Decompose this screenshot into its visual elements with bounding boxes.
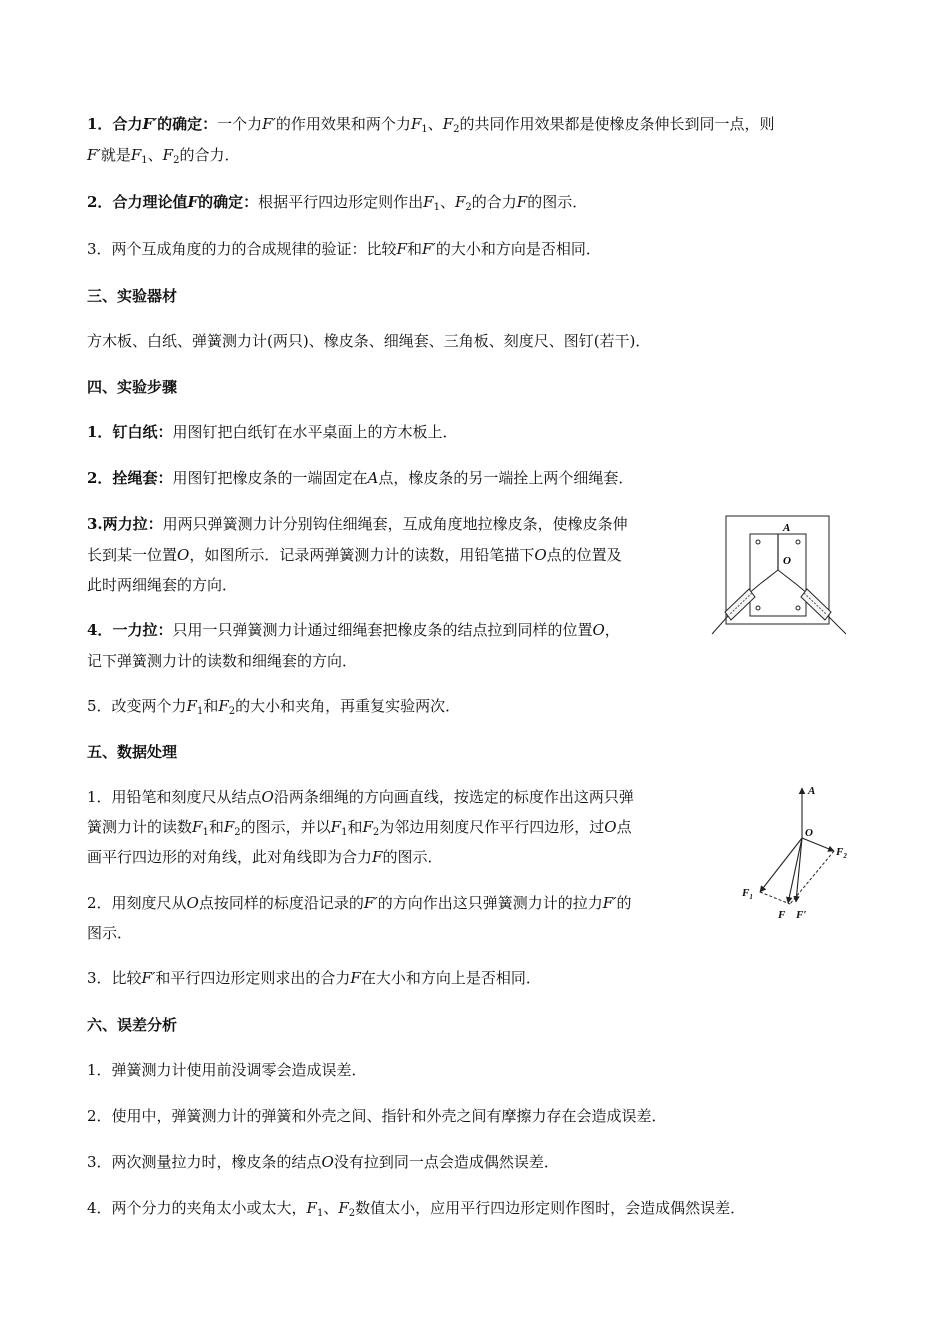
subscript: 1 — [316, 1208, 324, 1219]
parallelogram-side — [760, 892, 790, 904]
var: F — [442, 115, 454, 133]
data-step-2-line-2: 图示． — [87, 924, 133, 942]
item-number: 2． — [87, 469, 113, 487]
step-4-line-1 — [87, 620, 620, 640]
text: 的大小和方向是否相同． — [435, 240, 601, 258]
item-number: 1． — [87, 115, 113, 133]
label-f-prime: F′ — [796, 909, 807, 921]
var: F — [162, 146, 174, 164]
text: 2．用刻度尺从 — [87, 894, 187, 912]
var: F — [423, 193, 434, 211]
subscript: 2 — [465, 202, 472, 213]
text: 、 — [427, 115, 443, 133]
text: 沿两条细绳的方向画直线，按选定的标度作出这两只弹 — [273, 788, 634, 806]
text: 的共同作用效果都是使橡皮条伸长到同一点，则 — [459, 115, 775, 133]
step-3-line-2 — [87, 545, 622, 565]
var: F — [396, 240, 407, 258]
var: F — [218, 697, 229, 715]
data-step-1-line-1 — [87, 787, 634, 807]
text: 长到某一位置 — [87, 546, 178, 564]
item-title: 一力拉： — [112, 621, 173, 639]
text: 3．比较 — [87, 969, 142, 987]
step-1 — [87, 422, 457, 442]
error-3 — [87, 1152, 559, 1172]
heading-error-analysis: 六、误差分析 — [87, 1016, 178, 1034]
var: F′ — [262, 115, 276, 133]
text: 和 — [406, 240, 422, 258]
text: 一个力 — [217, 115, 263, 133]
label-o: O — [783, 555, 791, 567]
data-step-3 — [87, 968, 541, 988]
label-f: F — [778, 909, 786, 921]
step-3-line-1 — [87, 514, 628, 534]
text: 点，橡皮条的另一端拴上两个细绳套． — [378, 469, 634, 487]
text: 用两只弹簧测力计分别钩住细绳套，互成角度地拉橡皮条，使橡皮条伸 — [162, 515, 628, 533]
item-title: 合力 — [112, 115, 143, 133]
text: 1．用铅笔和刻度尺从结点 — [87, 788, 262, 806]
var: O — [261, 788, 274, 806]
text: 、 — [147, 146, 163, 164]
item-number: 4． — [87, 621, 113, 639]
text: 的图示． — [382, 848, 443, 866]
text: 的图示，并以 — [240, 818, 331, 836]
item-title: 拴绳套： — [112, 469, 173, 487]
spring-scale-left — [712, 584, 760, 634]
string-loop-left — [760, 570, 778, 584]
subscript: 1 — [341, 827, 348, 838]
item-title: 的确定： — [157, 115, 218, 133]
text: 的大小和夹角，再重复实验两次． — [235, 697, 461, 715]
error-2: 2．使用中，弹簧测力计的弹簧和外壳之间、指针和外壳之间有摩擦力存在会造成误差． — [87, 1107, 667, 1125]
step-4-line-2: 记下弹簧测力计的读数和细绳套的方向． — [87, 652, 358, 670]
text: ， — [604, 621, 620, 639]
var: F — [362, 818, 373, 836]
var: F — [338, 1199, 349, 1217]
subscript: 1 — [196, 706, 204, 717]
subscript: 1 — [141, 155, 148, 166]
data-step-1-line-2 — [87, 817, 632, 837]
item-title: 钉白纸： — [112, 423, 173, 441]
text: 点的位置及 — [546, 546, 622, 564]
text: 和 — [203, 697, 219, 715]
step-5 — [87, 696, 460, 716]
text: 3．两个互成角度的力的合成规律的验证：比较 — [87, 240, 397, 258]
text: 画平行四边形的对角线，此对角线即为合力 — [87, 848, 373, 866]
item-title: 3.两力拉： — [87, 515, 163, 533]
subscript: 2 — [173, 155, 180, 166]
heading-equipment: 三、实验器材 — [87, 287, 178, 305]
var: O — [186, 894, 199, 912]
var: F — [130, 146, 142, 164]
label-f2: $F_2$ — [836, 846, 847, 860]
var: F — [223, 818, 235, 836]
var: F′ — [142, 115, 158, 133]
data-step-1-line-3 — [87, 847, 442, 867]
text: 的作用效果和两个力 — [275, 115, 411, 133]
text: ，如图所示．记录两弹簧测力计的读数，用铅笔描下 — [189, 546, 535, 564]
text: 用图钉把白纸钉在水平桌面上的方木板上． — [172, 423, 458, 441]
resultant-definition-line-2 — [87, 145, 239, 165]
text: 用图钉把橡皮条的一端固定在 — [172, 469, 368, 487]
var: O — [592, 621, 605, 639]
pushpin-icon — [796, 540, 800, 544]
step-2 — [87, 468, 633, 488]
var: F — [454, 193, 466, 211]
label-a: A — [783, 522, 791, 534]
var: F — [372, 848, 383, 866]
text: 、 — [439, 193, 455, 211]
equipment-list: 方木板、白纸、弹簧测力计(两只)、橡皮条、细绳套、三角板、刻度尺、图钉(若干)． — [87, 332, 651, 350]
var: F′ — [363, 894, 378, 912]
subscript: 2 — [234, 827, 241, 838]
text: 4．两个分力的夹角太小或太大， — [87, 1199, 307, 1217]
force-parallelogram-figure — [738, 780, 858, 925]
pushpin-icon — [756, 540, 760, 544]
var: F′ — [421, 240, 436, 258]
error-1: 1．弹簧测力计使用前没调零会造成误差． — [87, 1061, 367, 1079]
text: 和 — [208, 818, 224, 836]
var: F — [187, 193, 199, 211]
spring-scale-right — [796, 584, 846, 634]
step-3-line-3: 此时两细绳套的方向． — [87, 576, 238, 594]
text: 的 — [616, 894, 632, 912]
string-loop-right — [778, 570, 796, 584]
text: 点 — [616, 818, 632, 836]
text: 就是 — [100, 146, 131, 164]
var: F′ — [87, 146, 101, 164]
data-step-2-line-1 — [87, 893, 632, 913]
var: F — [306, 1199, 317, 1217]
text: 根据平行四边形定则作出 — [258, 193, 424, 211]
error-4 — [87, 1198, 745, 1218]
var: F — [192, 818, 203, 836]
var: O — [604, 818, 617, 836]
resultant-definition-line-1 — [87, 114, 775, 134]
subscript: 2 — [372, 827, 380, 838]
var: F′ — [602, 894, 617, 912]
apparatus-figure — [708, 512, 854, 638]
var: F — [350, 969, 361, 987]
subscript: 2 — [348, 1208, 356, 1219]
var: F — [186, 697, 197, 715]
text: 的方向作出这只弹簧测力计的拉力 — [377, 894, 603, 912]
text: 5．改变两个力 — [87, 697, 187, 715]
subscript: 1 — [202, 827, 209, 838]
var: F — [330, 818, 342, 836]
text: 在大小和方向上是否相同． — [360, 969, 541, 987]
label-f1: $F_1$ — [742, 887, 753, 901]
label-a: A — [808, 785, 816, 797]
text: 的图示． — [527, 193, 588, 211]
subscript: 1 — [421, 124, 428, 135]
var: O — [321, 1153, 334, 1171]
var: O — [534, 546, 547, 564]
text: 3．两次测量拉力时，橡皮条的结点 — [87, 1153, 322, 1171]
var: F — [410, 115, 422, 133]
text: 和平行四边形定则求出的合力 — [155, 969, 351, 987]
label-o: O — [805, 827, 813, 839]
var: O — [177, 546, 190, 564]
text: 和 — [347, 818, 363, 836]
text: 、 — [323, 1199, 339, 1217]
text: 的合力 — [471, 193, 517, 211]
item-number: 1． — [87, 423, 113, 441]
text: 没有拉到同一点会造成偶然误差． — [333, 1153, 559, 1171]
var: A — [367, 469, 379, 487]
subscript: 1 — [433, 202, 440, 213]
vector-f-prime — [796, 838, 802, 902]
verification-line — [87, 239, 601, 259]
text: 为邻边用刻度尺作平行四边形，过 — [379, 818, 605, 836]
text: 只用一只弹簧测力计通过细绳套把橡皮条的结点拉到同样的位置 — [172, 621, 593, 639]
pushpin-icon — [756, 606, 760, 610]
heading-data-processing: 五、数据处理 — [87, 743, 178, 761]
subscript: 2 — [453, 124, 460, 135]
item-title: 合力理论值 — [112, 193, 188, 211]
item-number: 2． — [87, 193, 113, 211]
text: 点按同样的标度沿记录的 — [198, 894, 364, 912]
item-title: 的确定： — [198, 193, 259, 211]
subscript: 2 — [228, 706, 236, 717]
heading-procedure: 四、实验步骤 — [87, 378, 178, 396]
var: F′ — [141, 969, 156, 987]
text: 的合力． — [179, 146, 240, 164]
theoretical-resultant-line — [87, 192, 587, 212]
pushpin-icon — [796, 606, 800, 610]
text: 数值太小，应用平行四边形定则作图时，会造成偶然误差． — [355, 1199, 746, 1217]
vector-f2 — [802, 838, 834, 851]
var: F — [516, 193, 528, 211]
text: 簧测力计的读数 — [87, 818, 193, 836]
